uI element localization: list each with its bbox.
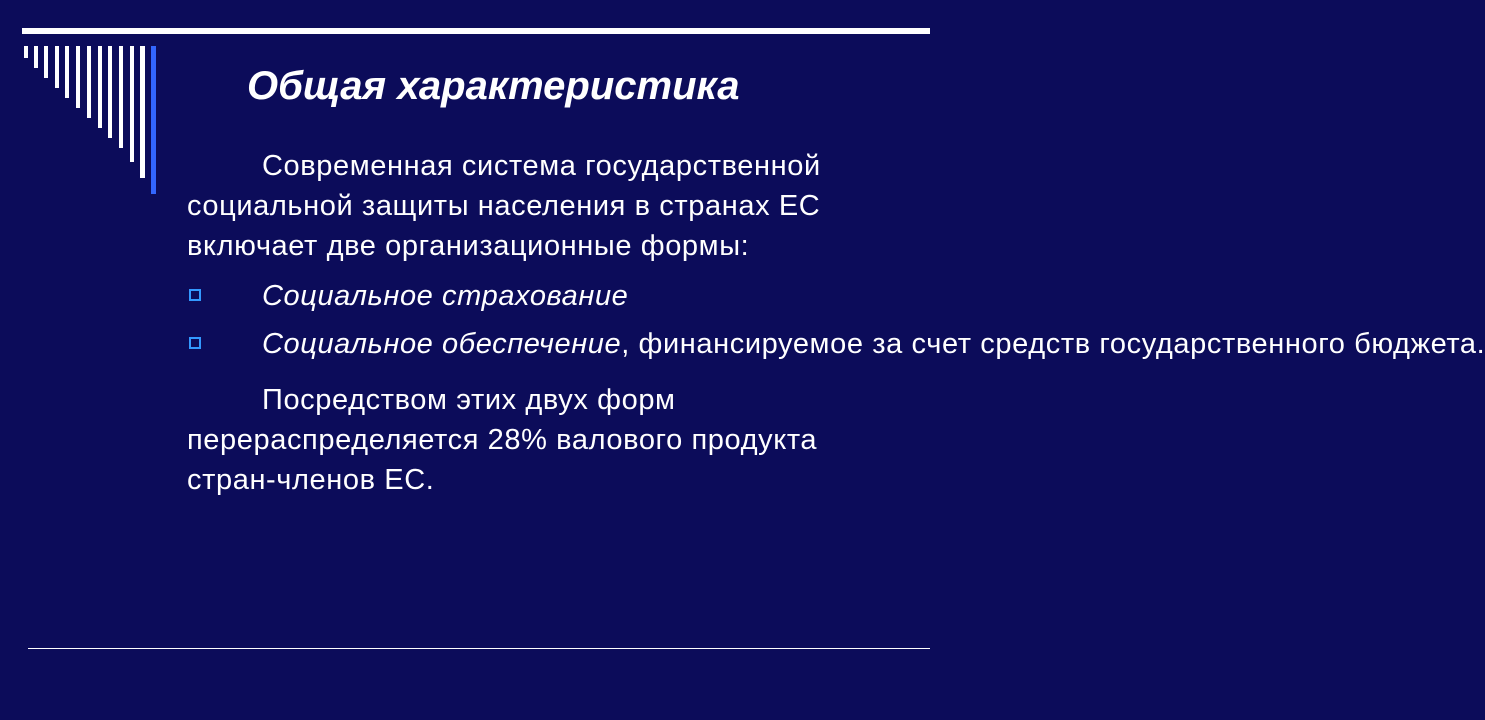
slide-title: Общая характеристика xyxy=(247,64,740,108)
bullet-text: , финансируемое за счет средств государственного бюджета. xyxy=(621,328,1485,360)
hollow-square-icon xyxy=(189,289,201,301)
top-divider xyxy=(22,28,930,34)
bottom-divider xyxy=(28,648,930,649)
bullet-item xyxy=(187,324,1485,364)
hollow-square-icon xyxy=(189,337,201,349)
bullet-emphasis: Социальное страхование xyxy=(262,280,629,312)
bullet-item xyxy=(187,276,907,316)
slide-body xyxy=(187,146,1485,500)
bullet-emphasis: Социальное обеспечение xyxy=(262,328,622,360)
closing-paragraph: Посредством этих двух форм перераспределяется 28% валового продукта стран-членов ЕС. xyxy=(187,384,818,496)
intro-paragraph: Современная система государственной социальной защиты населения в странах ЕС включает две организационные формы: xyxy=(187,150,821,262)
